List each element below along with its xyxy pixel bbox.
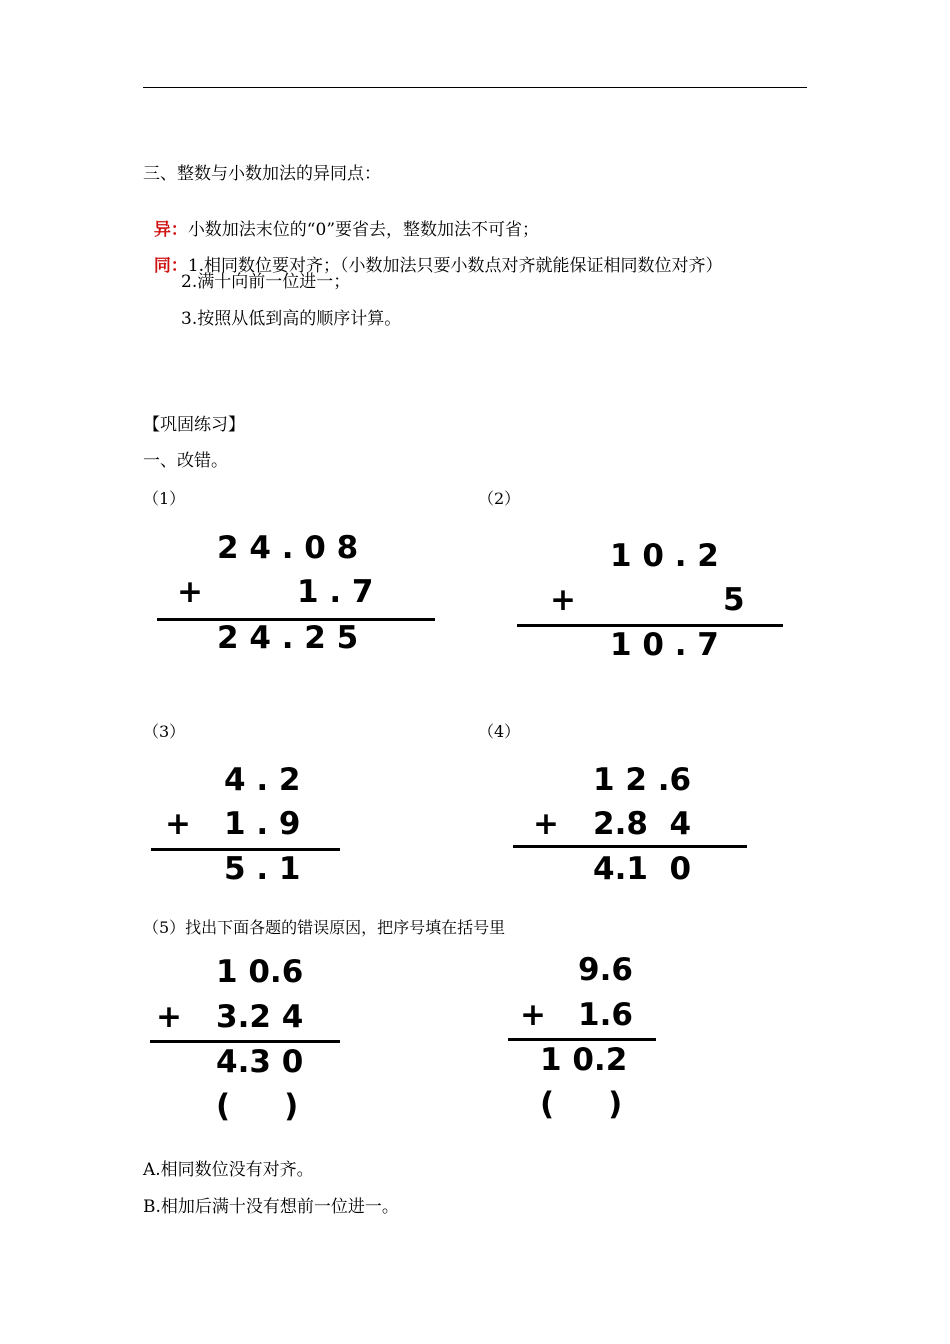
option-a: A.相同数位没有对齐。 — [143, 1160, 314, 1180]
find-problem-2 — [508, 952, 708, 1132]
problem-3-result: 5 . 1 — [224, 851, 301, 887]
similarity-label: 同： — [153, 256, 188, 276]
problem-1-top: 2 4 . 0 8 — [217, 530, 359, 566]
problem-1-label: （1） — [143, 489, 186, 508]
problem-4-bar — [513, 845, 747, 848]
problem-2-operator: + — [550, 582, 576, 618]
problem-4-top: 1 2 .6 — [593, 762, 692, 798]
problem-2-label: （2） — [478, 489, 521, 508]
similarity-item-1: 1.相同数位要对齐；（小数加法只要小数点对齐就能保证相同数位对齐） — [187, 256, 723, 276]
find-problem-2-result: 1 0.2 — [540, 1042, 628, 1078]
problem-3-label: （3） — [143, 722, 186, 741]
find-problem-1-answer-bracket[interactable]: ( ) — [216, 1088, 299, 1124]
find-problem-1-top: 1 0.6 — [216, 954, 304, 990]
problem-2-top: 1 0 . 2 — [610, 538, 719, 574]
section-heading: 三、整数与小数加法的异同点： — [143, 164, 381, 184]
similarity-item-2: 2.满十向前一位进一； — [181, 272, 351, 292]
find-problem-2-operator: + — [520, 997, 546, 1033]
problem-1-operator: + — [177, 574, 203, 610]
problem-3-top: 4 . 2 — [224, 762, 301, 798]
problem-4 — [513, 762, 753, 892]
problem-3 — [151, 762, 351, 892]
problem-3-operator: + — [165, 806, 191, 842]
problem-2-addend: 5 — [723, 582, 745, 618]
problem-2-result: 1 0 . 7 — [610, 627, 719, 663]
find-problem-1-bar — [150, 1040, 340, 1043]
similarity-line-1 — [143, 236, 723, 276]
find-problem-1-result: 4.3 0 — [216, 1044, 304, 1080]
difference-label: 异： — [153, 220, 188, 240]
difference-text: 小数加法末位的“0”要省去，整数加法不可省； — [187, 220, 540, 240]
problem-4-result: 4.1 0 — [593, 851, 692, 887]
find-problem-1-operator: + — [156, 999, 182, 1035]
option-b: B.相加后满十没有想前一位进一。 — [143, 1197, 399, 1217]
find-problem-2-top: 9.6 — [578, 952, 633, 988]
problem-2 — [517, 538, 787, 668]
problem-4-addend: 2.8 4 — [593, 806, 692, 842]
similarity-item-3: 3.按照从低到高的顺序计算。 — [181, 309, 402, 329]
practice-title: 【巩固练习】 — [143, 415, 245, 435]
problem-4-label: （4） — [478, 722, 521, 741]
header-rule — [143, 87, 807, 88]
problem-1-result: 2 4 . 2 5 — [217, 620, 359, 656]
problem-4-operator: + — [533, 806, 559, 842]
problem-1-addend: 1 . 7 — [297, 574, 374, 610]
find-problem-2-addend: 1.6 — [578, 997, 633, 1033]
problem-3-addend: 1 . 9 — [224, 806, 301, 842]
correction-heading: 一、改错。 — [143, 451, 228, 471]
find-problem-1 — [150, 954, 350, 1134]
find-error-heading: （5）找出下面各题的错误原因，把序号填在括号里 — [143, 918, 506, 937]
find-problem-1-addend: 3.2 4 — [216, 999, 304, 1035]
difference-line — [143, 200, 539, 240]
find-problem-2-bar — [508, 1038, 656, 1041]
problem-1 — [157, 530, 437, 660]
find-problem-2-answer-bracket[interactable]: ( ) — [540, 1086, 623, 1122]
